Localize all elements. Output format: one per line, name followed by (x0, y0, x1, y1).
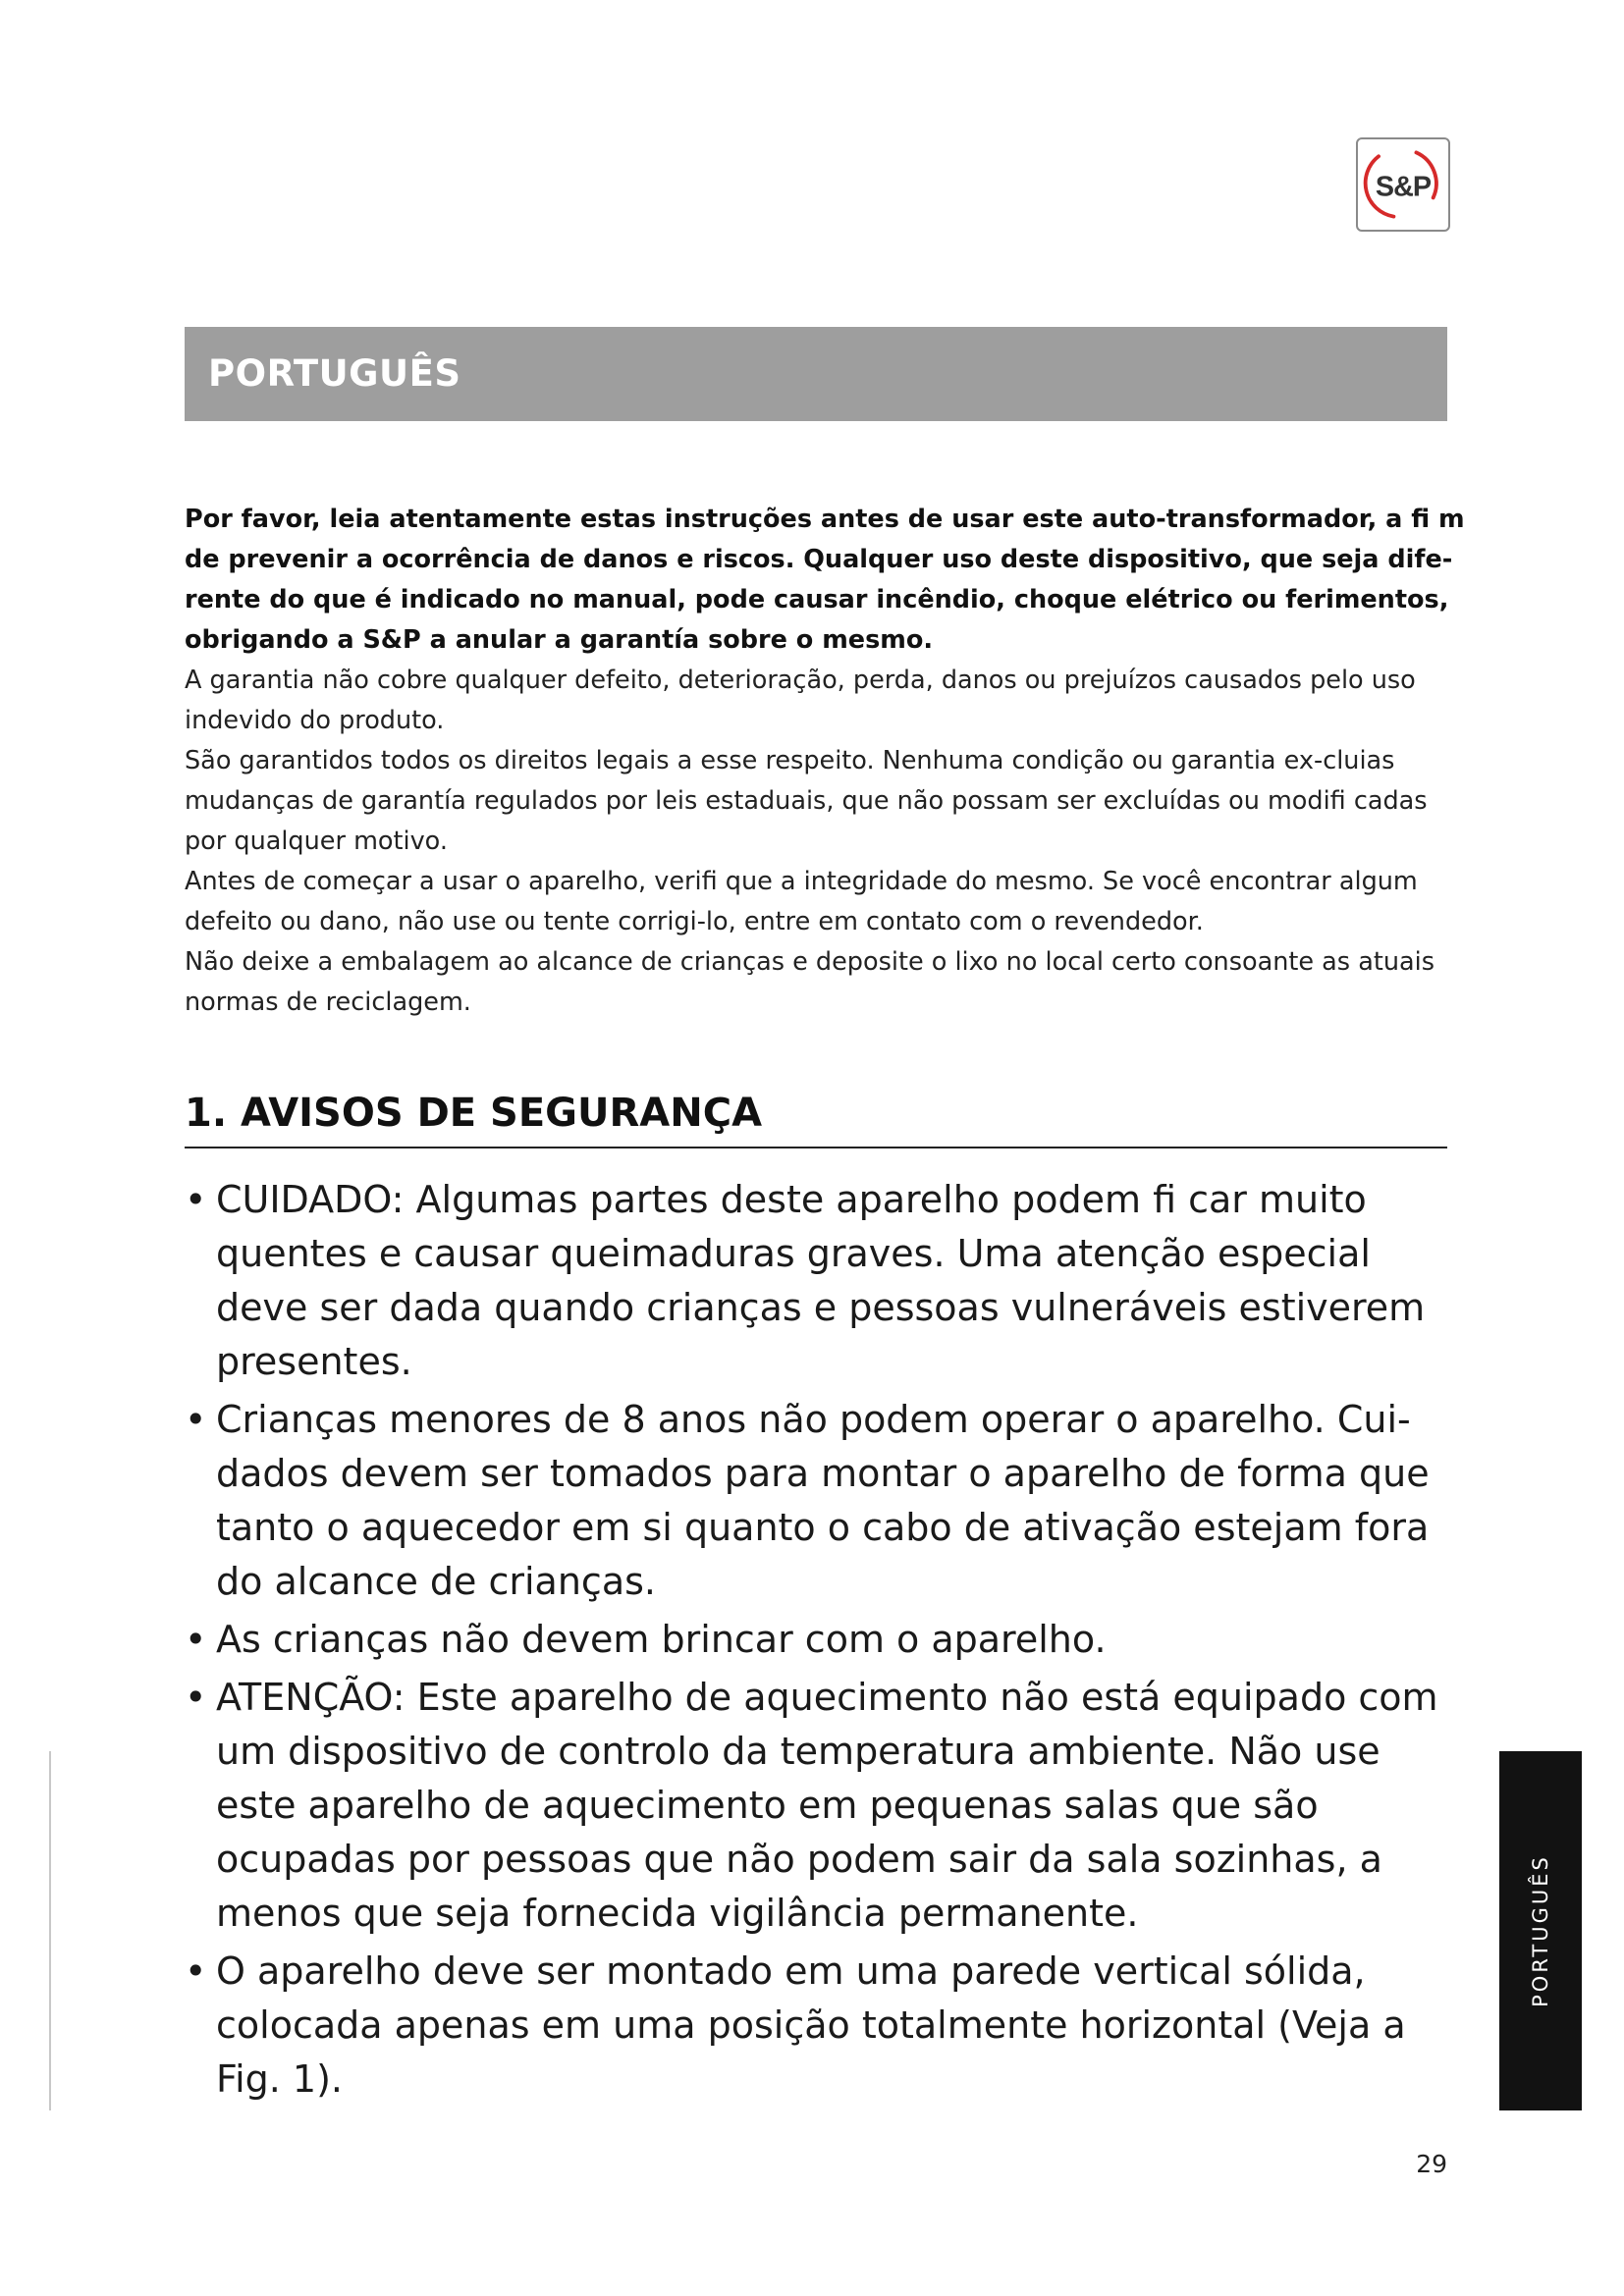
logo-text: S&P (1375, 171, 1432, 203)
sp-logo-icon (1358, 139, 1448, 230)
brand-logo (1356, 137, 1450, 232)
language-banner (185, 327, 1447, 421)
safety-warnings-list (185, 1173, 1471, 2110)
list-item (185, 1173, 1471, 1389)
intro-paragraph: Antes de começar a usar o aparelho, verifi que a integridade do mesmo. Se você encontrar algum defeito ou dano, não use ou tente corrigi-lo, entre em contato com o revendedor. (185, 867, 1418, 936)
side-tab-label: PORTUGUÊS (1529, 1854, 1552, 2007)
list-item-text: Crianças menores de 8 anos não podem operar o aparelho. Cui-dados devem ser tomados para montar o aparelho de forma que tanto o aquecedor em si quanto o cabo de ativação estejam fora do alcance de crianças. (216, 1398, 1430, 1603)
bullet-icon: • (185, 1618, 207, 1661)
language-side-tab (1499, 1751, 1582, 2110)
list-item-text: O aparelho deve ser montado em uma parede vertical sólida, colocada apenas em uma posição totalmente horizontal (Veja a Fig. 1). (216, 1949, 1406, 2101)
bullet-icon: • (185, 1398, 207, 1441)
intro-section (185, 500, 1471, 1023)
list-item (185, 1393, 1471, 1609)
intro-warning: Por favor, leia atentamente estas instruções antes de usar este auto-transformador, a fi m de prevenir a ocorrência de danos e riscos. Qualquer uso deste dispositivo, que seja dife-rente do que é indicado no manual, pode causar incêndio, choque elétrico ou ferimentos, obrigando a S&P a anular a garantía sobre o mesmo. (185, 505, 1465, 655)
list-item-text: CUIDADO: Algumas partes deste aparelho podem fi car muito quentes e causar queimaduras graves. Uma atenção especial deve ser dada quando crianças e pessoas vulneráveis estiverem presentes. (216, 1178, 1426, 1383)
language-banner-title: PORTUGUÊS (208, 352, 461, 395)
list-item-text: As crianças não devem brincar com o aparelho. (216, 1618, 1107, 1661)
margin-divider (49, 1751, 51, 2110)
bullet-icon: • (185, 1178, 207, 1221)
list-item (185, 1671, 1471, 1941)
intro-paragraph: São garantidos todos os direitos legais a esse respeito. Nenhuma condição ou garantia ex-cluias mudanças de garantía regulados por leis estaduais, que não possam ser excluídas ou modifi cadas por qualquer motivo. (185, 746, 1428, 856)
bullet-icon: • (185, 1949, 207, 1993)
list-item (185, 1613, 1471, 1667)
intro-paragraph: A garantia não cobre qualquer defeito, deterioração, perda, danos ou prejuízos causados pelo uso indevido do produto. (185, 666, 1416, 735)
bullet-icon: • (185, 1676, 207, 1719)
list-item-text: ATENÇÃO: Este aparelho de aquecimento não está equipado com um dispositivo de controlo da temperatura ambiente. Não use este aparelho de aquecimento em pequenas salas que são ocupadas por pessoas que não podem sair da sala sozinhas, a menos que seja fornecida vigilância permanente. (216, 1676, 1438, 1935)
list-item (185, 1945, 1471, 2107)
page-number: 29 (1416, 2150, 1447, 2178)
intro-paragraph: Não deixe a embalagem ao alcance de crianças e deposite o lixo no local certo consoante as atuais normas de reciclagem. (185, 947, 1435, 1017)
section-title: 1. AVISOS DE SEGURANÇA (185, 1086, 1447, 1148)
